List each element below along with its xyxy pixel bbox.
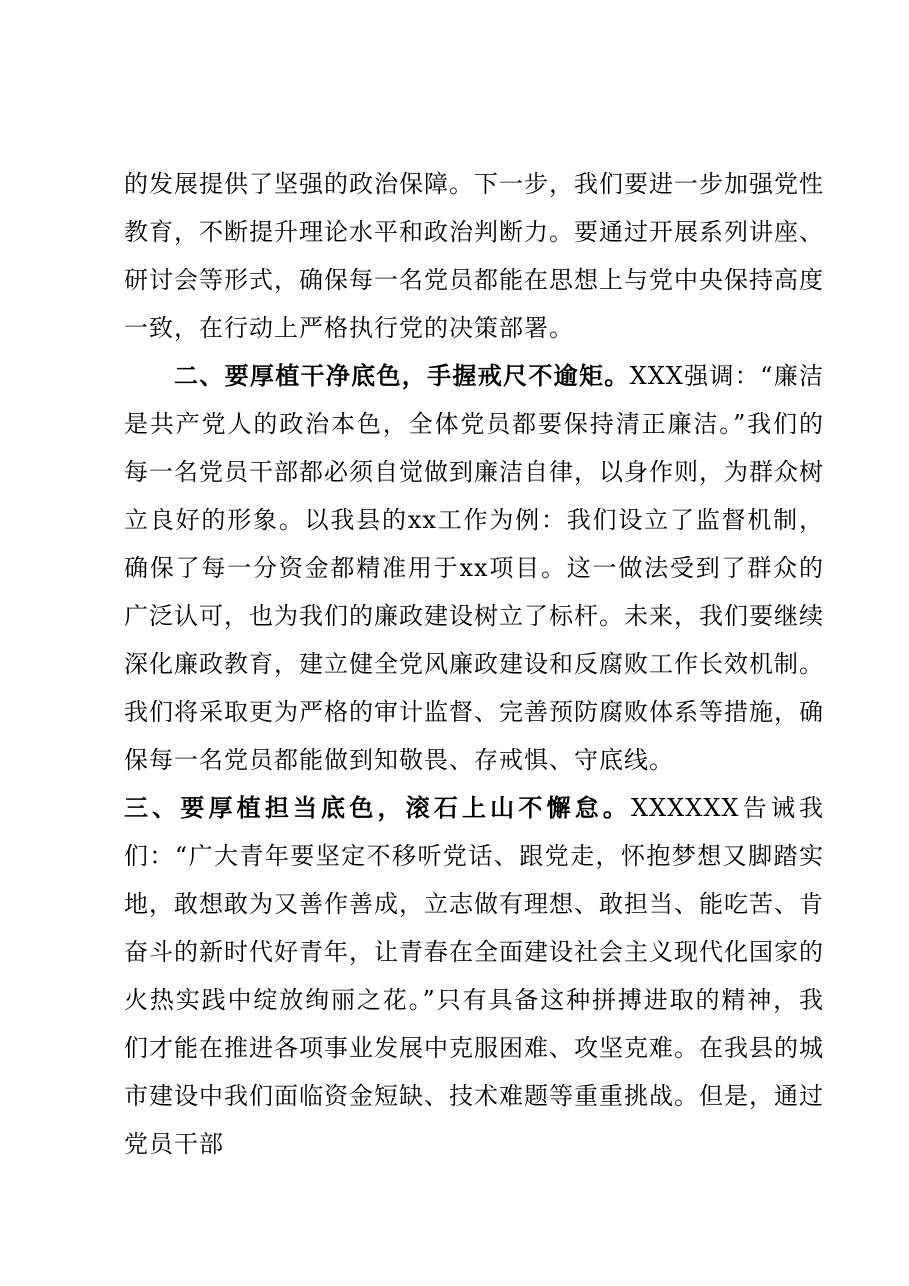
- paragraph-2: [124, 352, 824, 784]
- section-heading-3: 三、要厚植担当底色，滚石上山不懈怠。: [124, 794, 631, 822]
- paragraph-1: 的发展提供了坚强的政治保障。下一步，我们要进一步加强党性教育，不断提升理论水平和政治判断力。要通过开展系列讲座、研讨会等形式，确保每一名党员都能在思想上与党中央保持高度一致，在行动上严格执行党的决策部署。: [124, 170, 824, 342]
- paragraph-2-body: XXX强调：“廉洁是共产党人的政治本色，全体党员都要保持清正廉洁。”我们的每一名党员干部都必须自觉做到廉洁自律，以身作则，为群众树立良好的形象。以我县的xx工作为例：我们设立了监督机制，确保了每一分资金都精准用于xx项目。这一做法受到了群众的广泛认可，也为我们的廉政建设树立了标杆。未来，我们要继续深化廉政教育，建立健全党风廉政建设和反腐败工作长效机制。我们将采取更为严格的审计监督、完善预防腐败体系等措施，确保每一名党员都能做到知敬畏、存戒惧、守底线。: [124, 362, 825, 774]
- section-heading-2: 二、要厚植干净底色，手握戒尺不逾矩。: [174, 362, 630, 390]
- paragraph-3: [124, 784, 824, 1168]
- paragraph-3-body: XXXXXX告诫我们：“广大青年要坚定不移听党话、跟党走，怀抱梦想又脚踏实地，敢想敢为又善作善成，立志做有理想、敢担当、能吃苦、肯奋斗的新时代好青年，让青春在全面建设社会主义现代化国家的火热实践中绽放绚丽之花。”只有具备这种拼搏进取的精神，我们才能在推进各项事业发展中克服困难、攻坚克难。在我县的城市建设中我们面临资金短缺、技术难题等重重挑战。但是，通过党员干部: [124, 794, 825, 1158]
- document-body: [124, 160, 824, 1168]
